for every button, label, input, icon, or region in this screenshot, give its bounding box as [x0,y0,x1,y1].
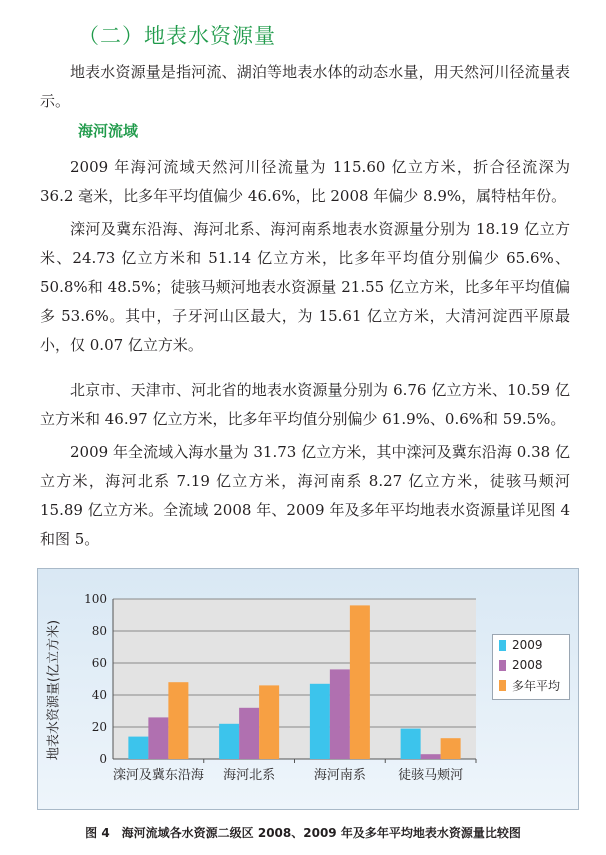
paragraph-subregions: 滦河及冀东沿海、海河北系、海河南系地表水资源量分别为 18.19 亿立方米、24.73 亿立方米和 51.14 亿立方米，比多年平均值分别偏少 65.6%、50.8%和 48.5%；徒骇马颊河地表水资源量 21.55 亿立方米，比多年平均值偏多 53.6%。其中，子牙河山区最大，为 15.61 亿立方米，大清河淀西平原最小，仅 0.07 亿立方米。 [40,220,570,354]
y-tick-label-100: 100 [84,592,107,606]
legend-label-2009: 2009 [512,638,543,652]
bar-2-0 [168,682,188,759]
y-tick-label-20: 20 [91,720,107,734]
legend-item-2009 [493,635,569,655]
bar-2-3 [441,738,461,759]
legend-item-average [493,675,569,695]
bar-1-1 [239,708,259,759]
bar-2-1 [259,685,279,759]
y-axis-label: 地表水资源量(亿立方米) [46,619,62,761]
y-tick-label-0: 0 [99,752,107,766]
basin-subheading: 海河流域 [78,122,139,140]
paragraph-provinces: 北京市、天津市、河北省的地表水资源量分别为 6.76 亿立方米、10.59 亿立方米和 46.97 亿立方米，比多年平均值分别偏少 61.9%、0.6%和 59.5%。 [40,381,570,428]
bar-1-0 [148,717,168,759]
bar-2-2 [350,605,370,759]
y-tick-label-80: 80 [91,624,107,638]
x-category-label-2: 海河南系 [313,768,366,783]
figure-caption: 图 4 海河流域各水资源二级区 2008、2009 年及多年平均地表水资源量比较图 [85,826,521,840]
legend-label-2008: 2008 [512,658,543,672]
legend-swatch-2009 [499,640,506,651]
bar-1-2 [330,669,350,759]
legend-swatch-average [499,680,506,691]
paragraph-runoff: 2009 年海河流域天然河川径流量为 115.60 亿立方米，折合径流深为 36.2 毫米，比多年平均值偏少 46.6%，比 2008 年偏少 8.9%，属特枯年份。 [40,158,570,205]
bar-0-0 [128,737,148,759]
chart-legend [492,634,570,700]
x-category-label-0: 滦河及冀东沿海 [112,768,204,783]
bar-1-3 [421,754,441,759]
bar-0-2 [310,684,330,759]
bar-0-3 [401,729,421,759]
y-tick-label-60: 60 [91,656,107,670]
x-category-label-1: 海河北系 [223,768,276,783]
x-category-label-3: 徒骇马颊河 [398,768,464,783]
section-heading: （二）地表水资源量 [78,24,276,48]
legend-label-average: 多年平均 [512,678,561,693]
intro-paragraph: 地表水资源量是指河流、湖泊等地表水体的动态水量，用天然河川径流量表示。 [40,63,570,110]
legend-item-2008 [493,655,569,675]
legend-swatch-2008 [499,660,506,671]
paragraph-sea-inflow: 2009 年全流域入海水量为 31.73 亿立方米，其中滦河及冀东沿海 0.38 亿立方米，海河北系 7.19 亿立方米，海河南系 8.27 亿立方米，徒骇马颊河 15.89 亿立方米。全流域 2008 年、2009 年及多年平均地表水资源量详见图 4 和图 5。 [40,443,570,548]
y-tick-label-40: 40 [91,688,107,702]
bar-0-1 [219,724,239,759]
